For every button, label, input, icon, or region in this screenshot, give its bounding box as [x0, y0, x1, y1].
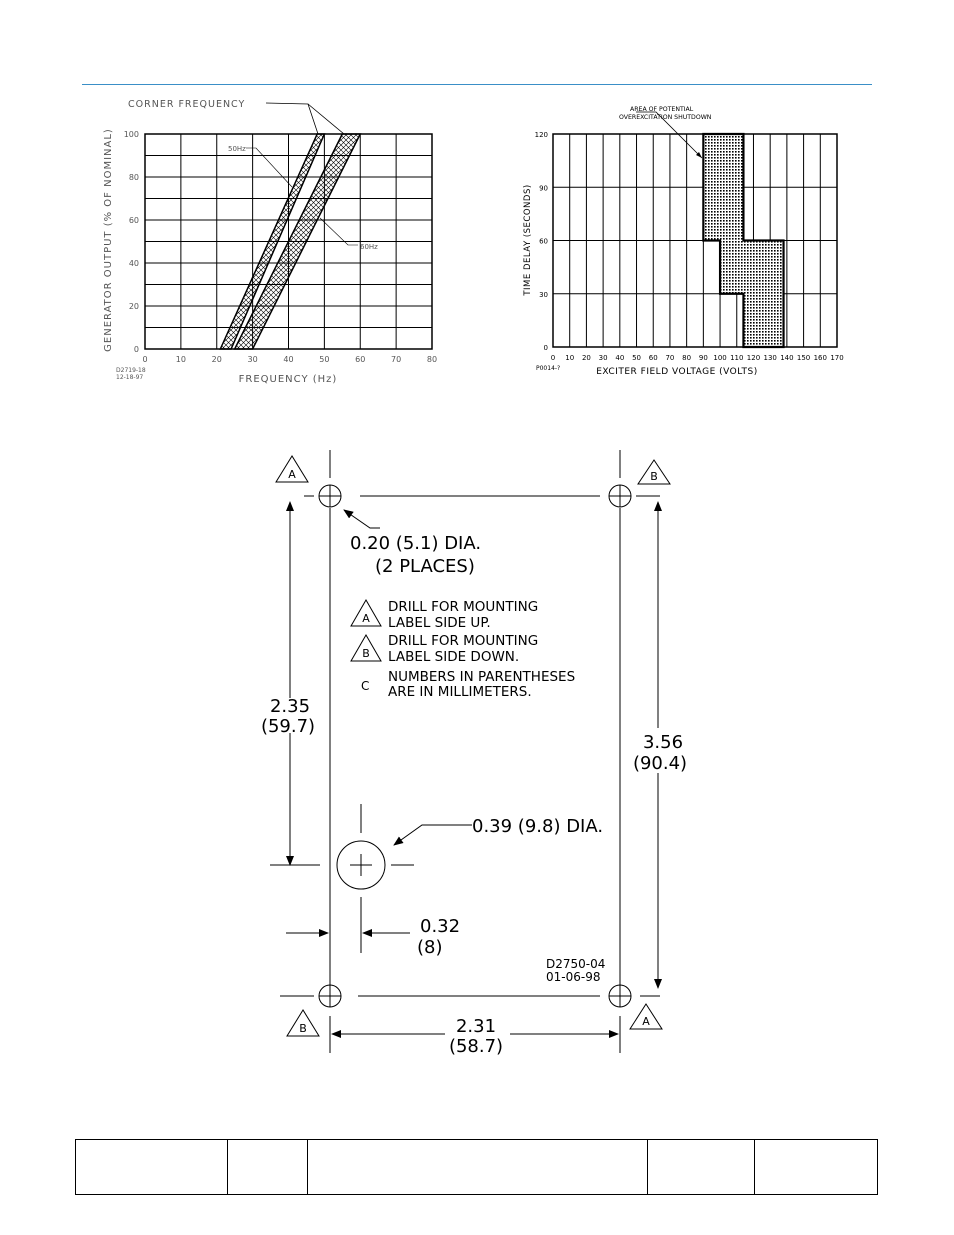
chart1-x-tick: 10 — [175, 355, 186, 364]
dim-right-inches: 3.56 — [642, 732, 684, 753]
note-b-line1: DRILL FOR MOUNTING — [388, 633, 539, 649]
dim-bottom-inches: 2.31 — [455, 1016, 497, 1037]
chart1-ylabel: GENERATOR OUTPUT (% OF NOMINAL) — [103, 128, 114, 352]
chart2-x-tick: 160 — [813, 354, 827, 362]
small-hole-leader — [344, 510, 380, 528]
note-c-line2: ARE IN MILLIMETERS. — [388, 684, 532, 700]
footer-table — [75, 1139, 878, 1195]
dim-left-mm: (59.7) — [260, 716, 316, 737]
chart2-x-tick: 150 — [796, 354, 811, 362]
chart1-y-tick: 0 — [133, 345, 139, 354]
chart2-xlabel: EXCITER FIELD VOLTAGE (VOLTS) — [596, 367, 758, 377]
chart2-x-tick: 70 — [665, 354, 675, 362]
note-b-label: B — [362, 647, 370, 660]
small-hole-callout: 0.20 (5.1) DIA. — [350, 533, 482, 554]
chart2-y-tick: 60 — [539, 237, 548, 246]
chart2-x-tick: 140 — [780, 354, 794, 362]
chart2-x-tick: 10 — [565, 354, 575, 362]
chart1-x-tick: 30 — [247, 355, 258, 364]
note-a-line1: DRILL FOR MOUNTING — [388, 599, 539, 615]
chart2-y-tick: 30 — [539, 290, 548, 299]
chart2-annotation-line1: AREA OF POTENTIAL — [630, 106, 694, 113]
chart1-x-tick: 50 — [319, 355, 330, 364]
overexcitation-chart — [516, 100, 866, 385]
corner-frequency-leader — [266, 103, 318, 134]
label-b-bottom: B — [299, 1022, 307, 1035]
large-hole-callout: 0.39 (9.8) DIA. — [472, 816, 604, 837]
chart2-x-tick: 30 — [598, 354, 608, 362]
chart1-x-tick: 70 — [391, 355, 402, 364]
chart2-grid — [553, 134, 837, 347]
label-a-bottom: A — [642, 1015, 650, 1028]
chart2-x-tick: 170 — [830, 354, 844, 362]
frequency-chart — [96, 90, 456, 390]
drawing-date: 01-06-98 — [546, 970, 601, 984]
chart1-x-tick: 40 — [283, 355, 294, 364]
chart1-xlabel: FREQUENCY (Hz) — [238, 374, 338, 385]
large-hole-leader — [394, 825, 472, 845]
label-a-top: A — [288, 468, 296, 481]
chart2-x-tick: 50 — [632, 354, 641, 362]
chart2-ylabel: TIME DELAY (SECONDS) — [523, 184, 533, 296]
header-rule — [82, 84, 872, 85]
footer-cell-5 — [755, 1140, 878, 1195]
note-b-line2: LABEL SIDE DOWN. — [388, 649, 520, 665]
dim-bottom-mm: (58.7) — [448, 1036, 504, 1057]
chart1-annotation: CORNER FREQUENCY — [128, 99, 246, 110]
dim-left-inches: 2.35 — [269, 696, 311, 717]
chart2-x-tick: 120 — [746, 354, 761, 362]
dim-offset-inches: 0.32 — [420, 916, 461, 937]
chart2-x-tick: 60 — [648, 354, 658, 362]
chart2-y-tick: 120 — [534, 131, 548, 139]
chart2-x-tick: 40 — [615, 354, 625, 362]
chart1-y-tick: 60 — [128, 216, 139, 225]
dim-right-mm: (90.4) — [632, 753, 688, 774]
mounting-drawing — [260, 448, 700, 1060]
footer-cell-3 — [308, 1140, 648, 1195]
note-c-label: C — [361, 679, 370, 693]
series-50hz-label: 50Hz — [228, 145, 246, 153]
chart1-y-tick: 20 — [128, 302, 139, 311]
chart1-x-tick: 0 — [142, 355, 148, 364]
note-c-line1: NUMBERS IN PARENTHESES — [388, 669, 576, 685]
chart2-x-tick: 100 — [713, 354, 727, 362]
chart2-drawing-id: P0014-? — [536, 365, 561, 372]
chart2-x-tick: 0 — [550, 354, 556, 362]
chart1-y-tick: 40 — [128, 259, 139, 268]
chart2-annotation-line2: OVEREXCITATION SHUTDOWN — [619, 114, 712, 121]
chart1-date: 12-18-97 — [116, 374, 144, 381]
chart2-y-tick: 90 — [539, 184, 548, 193]
note-a-label: A — [362, 612, 370, 625]
chart1-drawing-id: D2719-18 — [116, 367, 146, 374]
chart1-y-tick: 100 — [123, 130, 139, 139]
footer-cell-4 — [648, 1140, 755, 1195]
chart1-y-tick: 80 — [128, 173, 139, 182]
chart1-x-tick: 20 — [211, 355, 222, 364]
chart2-x-tick: 20 — [581, 354, 591, 362]
chart1-x-tick: 80 — [426, 355, 438, 364]
note-a-line2: LABEL SIDE UP. — [388, 615, 491, 631]
drawing-id: D2750-04 — [546, 957, 606, 971]
chart2-x-tick: 80 — [682, 354, 692, 362]
chart2-y-tick: 0 — [543, 344, 548, 352]
chart2-x-tick: 110 — [730, 354, 744, 362]
chart1-x-tick: 60 — [355, 355, 366, 364]
footer-cell-2 — [228, 1140, 308, 1195]
footer-cell-1 — [76, 1140, 228, 1195]
chart2-x-tick: 130 — [763, 354, 777, 362]
dim-offset-mm: (8) — [417, 937, 443, 958]
series-60hz-label: 60Hz — [360, 243, 378, 251]
label-b-top: B — [650, 470, 658, 483]
small-hole-places: (2 PLACES) — [375, 556, 475, 577]
chart2-x-tick: 90 — [698, 354, 708, 362]
